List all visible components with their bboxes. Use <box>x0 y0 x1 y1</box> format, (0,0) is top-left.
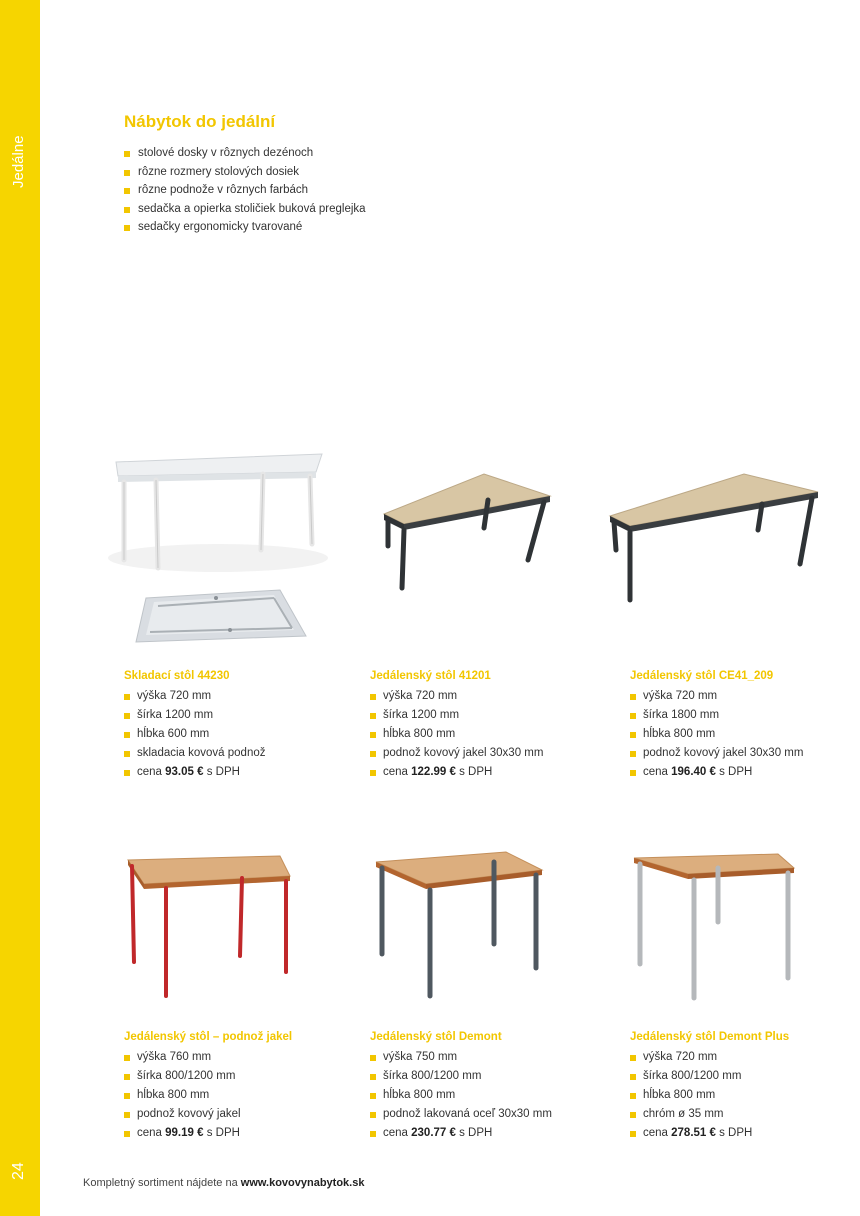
product-name: Jedálenský stôl Demont <box>370 1031 502 1043</box>
spec-item: šírka 1800 mm <box>630 706 850 725</box>
price-value: 93.05 € <box>165 766 204 778</box>
price-suffix: s DPH <box>459 766 493 778</box>
spec-item: šírka 800/1200 mm <box>370 1067 590 1086</box>
spec-item: podnož lakovaná oceľ 30x30 mm <box>370 1105 590 1124</box>
feature-list <box>124 144 624 237</box>
price-value: 122.99 € <box>411 766 456 778</box>
product-name: Jedálenský stôl – podnož jakel <box>124 1031 293 1043</box>
price-value: 278.51 € <box>671 1127 716 1139</box>
spec-item: výška 750 mm <box>370 1048 590 1067</box>
spec-item: chróm ø 35 mm <box>630 1105 850 1124</box>
product-card <box>630 1031 850 1143</box>
price-item <box>370 1124 590 1143</box>
feature-item: rôzne rozmery stolových dosiek <box>124 163 624 182</box>
spec-item: výška 760 mm <box>124 1048 344 1067</box>
feature-item: rôzne podnože v rôznych farbách <box>124 181 624 200</box>
spec-list <box>630 687 850 782</box>
price-suffix: s DPH <box>206 766 240 778</box>
spec-list <box>370 687 590 782</box>
folding-table-image <box>98 440 338 660</box>
feature-item: sedačka a opierka stoličiek buková preglejka <box>124 200 624 219</box>
price-prefix: cena <box>137 766 162 778</box>
price-prefix: cena <box>643 1127 668 1139</box>
spec-list <box>124 1048 344 1143</box>
dining-table-demont-plus-image <box>632 850 798 1002</box>
product-card <box>370 1031 590 1143</box>
price-prefix: cena <box>643 766 668 778</box>
price-item <box>124 1124 344 1143</box>
dining-table-41201-image <box>378 468 558 598</box>
feature-item: stolové dosky v rôznych dezénoch <box>124 144 624 163</box>
spec-list <box>370 1048 590 1143</box>
dining-table-jakel-image <box>124 850 294 1000</box>
spec-list <box>124 687 344 782</box>
spec-item: hĺbka 800 mm <box>370 1086 590 1105</box>
price-suffix: s DPH <box>459 1127 493 1139</box>
intro-section <box>124 112 624 237</box>
product-card <box>630 670 850 782</box>
price-item <box>630 763 850 782</box>
spec-item: podnož kovový jakel 30x30 mm <box>370 744 590 763</box>
spec-item: skladacia kovová podnož <box>124 744 344 763</box>
section-label: Jedálne <box>10 135 27 188</box>
spec-item: hĺbka 800 mm <box>124 1086 344 1105</box>
footer-link[interactable]: www.kovovynabytok.sk <box>240 1177 365 1189</box>
price-item <box>370 763 590 782</box>
feature-item: sedačky ergonomicky tvarované <box>124 218 624 237</box>
spec-item: šírka 800/1200 mm <box>124 1067 344 1086</box>
section-sidebar <box>0 0 40 1216</box>
price-item <box>630 1124 850 1143</box>
spec-item: podnož kovový jakel <box>124 1105 344 1124</box>
footer-text: Kompletný sortiment nájdete na <box>83 1177 238 1189</box>
spec-list <box>630 1048 850 1143</box>
footer <box>83 1177 364 1189</box>
dining-table-demont-image <box>372 850 548 1000</box>
spec-item: šírka 800/1200 mm <box>630 1067 850 1086</box>
price-prefix: cena <box>383 766 408 778</box>
spec-item: šírka 1200 mm <box>370 706 590 725</box>
price-prefix: cena <box>383 1127 408 1139</box>
price-suffix: s DPH <box>206 1127 240 1139</box>
product-name: Jedálenský stôl 41201 <box>370 670 491 682</box>
product-card <box>124 1031 344 1143</box>
spec-item: výška 720 mm <box>630 1048 850 1067</box>
spec-item: výška 720 mm <box>630 687 850 706</box>
product-name: Jedálenský stôl CE41_209 <box>630 670 774 682</box>
page-number: 24 <box>10 1162 27 1180</box>
product-card <box>370 670 590 782</box>
spec-item: hĺbka 800 mm <box>630 1086 850 1105</box>
spec-item: hĺbka 600 mm <box>124 725 344 744</box>
price-value: 230.77 € <box>411 1127 456 1139</box>
price-suffix: s DPH <box>719 766 753 778</box>
price-value: 196.40 € <box>671 766 716 778</box>
price-item <box>124 763 344 782</box>
product-name: Skladací stôl 44230 <box>124 670 230 682</box>
spec-item: výška 720 mm <box>370 687 590 706</box>
spec-item: hĺbka 800 mm <box>630 725 850 744</box>
price-suffix: s DPH <box>719 1127 753 1139</box>
page-title: Nábytok do jedální <box>124 112 276 131</box>
product-card <box>124 670 344 782</box>
product-name: Jedálenský stôl Demont Plus <box>630 1031 790 1043</box>
dining-table-ce41-image <box>604 468 824 608</box>
price-prefix: cena <box>137 1127 162 1139</box>
price-value: 99.19 € <box>165 1127 204 1139</box>
spec-item: hĺbka 800 mm <box>370 725 590 744</box>
spec-item: výška 720 mm <box>124 687 344 706</box>
spec-item: šírka 1200 mm <box>124 706 344 725</box>
spec-item: podnož kovový jakel 30x30 mm <box>630 744 850 763</box>
